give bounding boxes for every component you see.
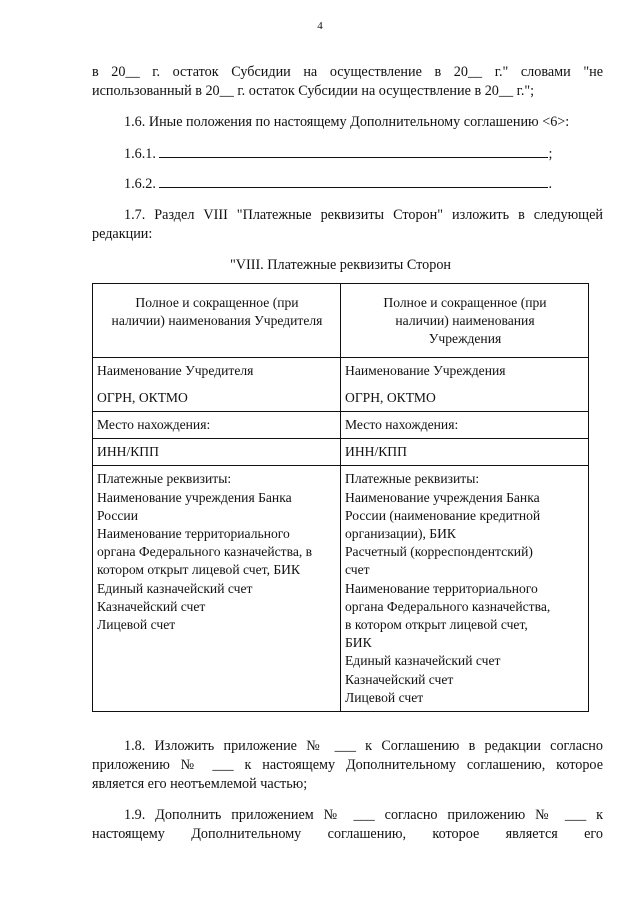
table-row (93, 284, 589, 358)
section-title: "VIII. Платежные реквизиты Сторон (229, 257, 452, 273)
header-founder: Полное и сокращенное (при наличии) наименования Учредителя (93, 284, 341, 358)
table-row (93, 357, 589, 411)
clause-1-8-line-1: 1.8. Изложить приложение № ___ к Соглашению в редакции согласно (124, 738, 603, 754)
founder-inn-cell: ИНН/КПП (93, 439, 341, 466)
clause-1-6-1 (124, 145, 564, 164)
clause-1-6-2-end: . (548, 176, 553, 192)
intro-line-1: в 20__ г. остаток Субсидии на осуществление в 20__ г." словами "не (92, 64, 603, 80)
clause-1-9-line-2: настоящему Дополнительному соглашению, которое является его (92, 826, 603, 842)
clause-1-7-line-2: редакции: (92, 226, 153, 242)
institution-inn-cell: ИНН/КПП (341, 439, 589, 466)
table-row (93, 466, 589, 712)
fill-in-line (159, 175, 548, 188)
clause-1-8-line-2: приложению № ___ к настоящему Дополнительному соглашению, которое (92, 757, 603, 773)
requisites-table (92, 283, 589, 712)
page-number: 4 (317, 20, 323, 32)
clause-1-9-line-1: 1.9. Дополнить приложением № ___ согласно приложению № ___ к (124, 807, 603, 823)
header-institution: Полное и сокращенное (при наличии) наименования Учреждения (341, 284, 589, 358)
clause-1-7-line-1: 1.7. Раздел VIII "Платежные реквизиты Сторон" изложить в следующей (124, 207, 603, 223)
intro-line-2: использованный в 20__ г. остаток Субсидии на осуществление в 20__ г."; (92, 83, 535, 99)
clause-1-6-2 (124, 175, 564, 194)
institution-name-cell: Наименование Учреждения ОГРН, ОКТМО (341, 357, 589, 411)
founder-location-cell: Место нахождения: (93, 412, 341, 439)
clause-1-6-1-end: ; (548, 146, 553, 162)
clause-1-6: 1.6. Иные положения по настоящему Дополнительному соглашению <6>: (124, 114, 570, 130)
founder-payment-cell: Платежные реквизиты: Наименование учреждения Банка России Наименование территориального органа Федерального казначейства, в котором открыт лицевой счет, БИК Единый казначейский счет Казначейский счет Лицевой счет (93, 466, 341, 712)
institution-payment-cell: Платежные реквизиты: Наименование учреждения Банка России (наименование кредитной организации), БИК Расчетный (корреспондентский) счет Наименование территориального органа Федерального казначейства, в котором открыт лицевой счет, БИК Единый казначейский счет Казначейский счет Лицевой счет (341, 466, 589, 712)
clause-1-6-1-label: 1.6.1. (124, 146, 156, 162)
table-row (93, 412, 589, 439)
clause-1-6-2-label: 1.6.2. (124, 176, 156, 192)
clause-1-8-line-3: является его неотъемлемой частью; (92, 776, 308, 792)
table-row (93, 439, 589, 466)
institution-location-cell: Место нахождения: (341, 412, 589, 439)
fill-in-line (159, 145, 548, 158)
founder-name-cell: Наименование Учредителя ОГРН, ОКТМО (93, 357, 341, 411)
